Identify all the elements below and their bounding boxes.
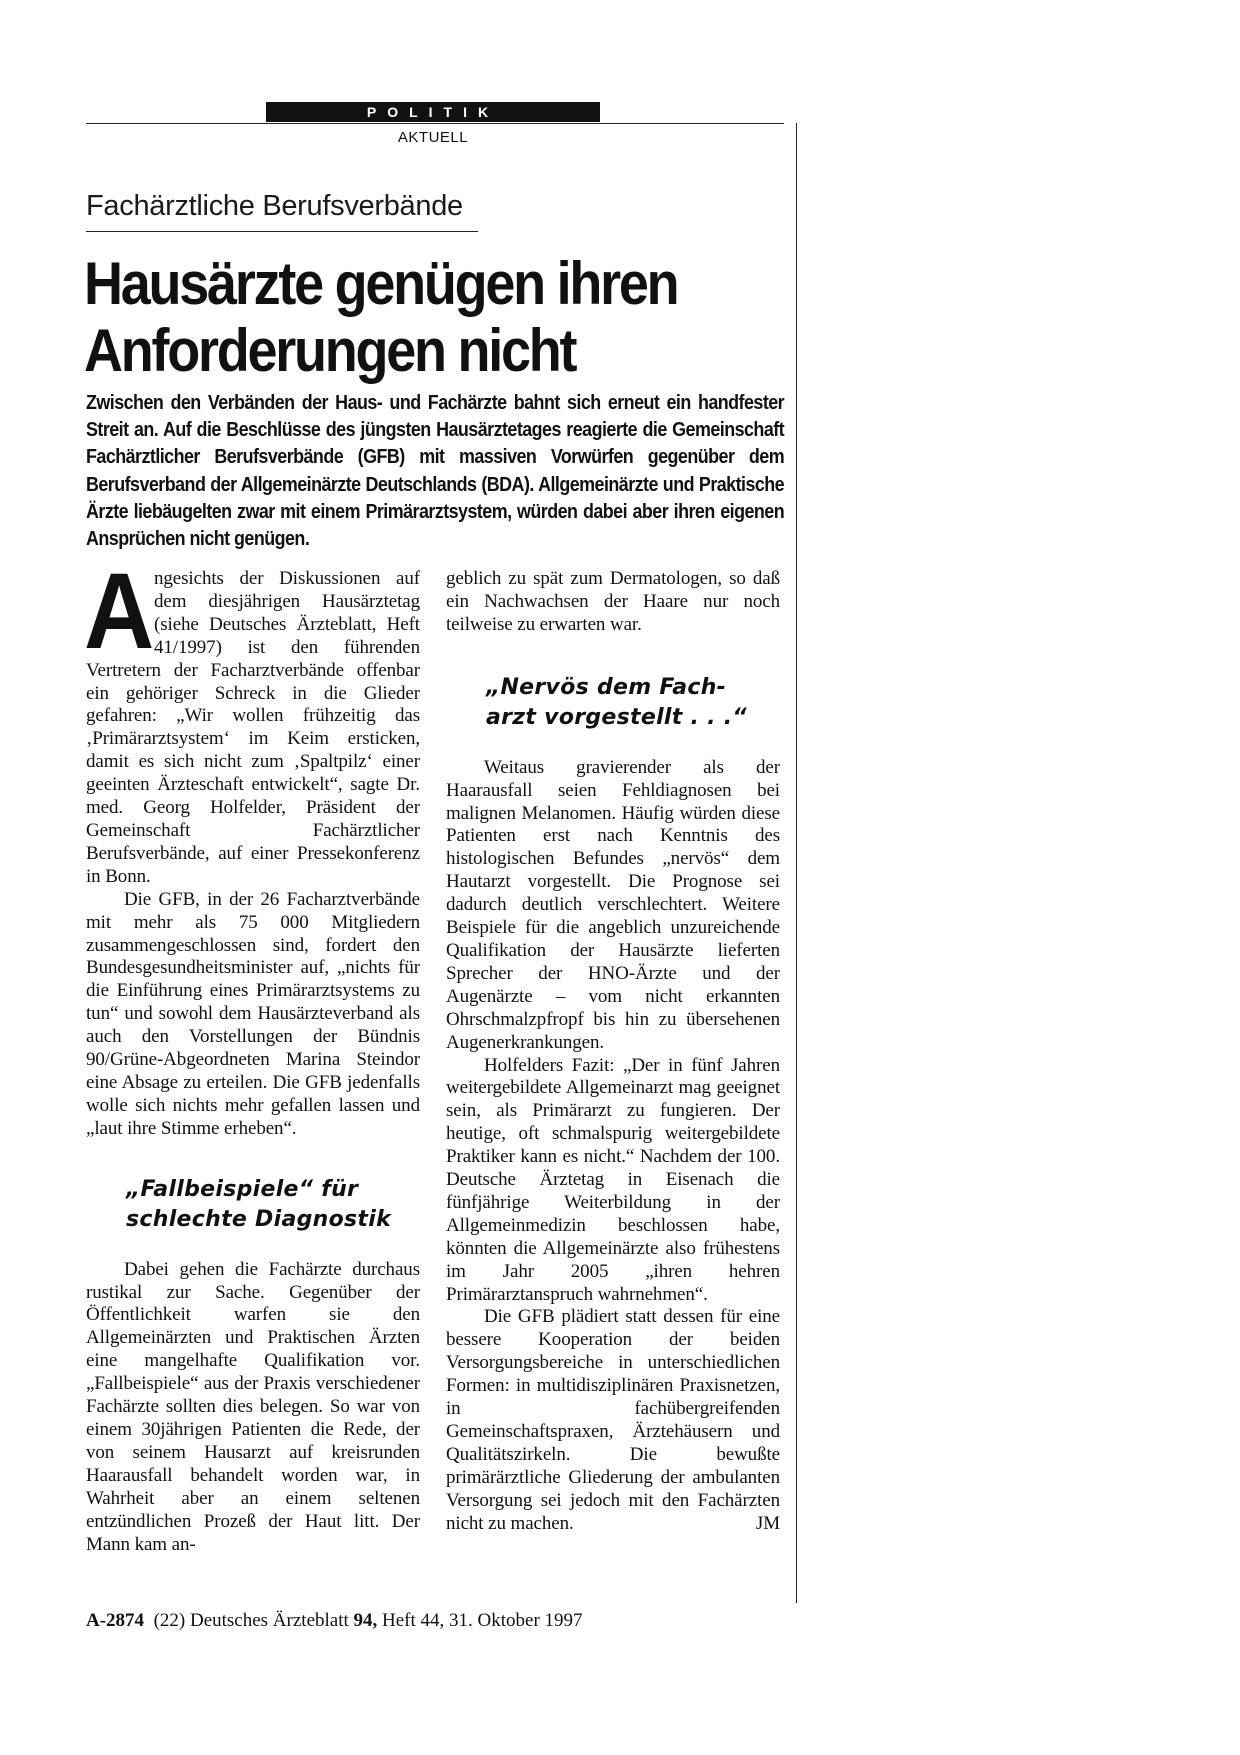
body-paragraph: geblich zu spät zum Dermatologen, so daß ein Nachwachsen der Haare nur noch teilweise zu erwarten war. <box>446 568 780 635</box>
drop-cap: A <box>84 550 155 671</box>
body-paragraph: Die GFB, in der 26 Facharztverbände mit mehr als 75 000 Mitgliedern zusammengeschlossen sind, fordert den Bundesgesundheitsminister auf, „nichts für die Einführung eines Primärarztsystems zu tun“ und sowohl dem Hausärzteverband als auch den Vorstellungen der Bündnis 90/Grüne-Abgeordneten Marina Steindor eine Absage zu erteilen. Die GFB jedenfalls wolle sich nichts mehr gefallen lassen und „laut ihre Stimme erheben“. <box>86 888 420 1139</box>
body-paragraph: Holfelders Fazit: „Der in fünf Jahren weitergebildete Allgemeinarzt mag geeignet sein, als Primärarzt zu fungieren. Der heutige, oft schmalspurig weitergebildete Praktiker kann es nicht.“ Nachdem der 100. Deutsche Ärztetag in Eisenach die fünfjährige Weiterbildung in der Allgemeinmedizin beschlossen habe, könnten die Allgemeinärzte also frühestens im Jahr 2005 „ihren hehren Primärarztanspruch wahrnehmen“. <box>446 1054 780 1305</box>
body-paragraph <box>84 550 420 889</box>
page-code: A-2874 <box>86 1610 145 1631</box>
subheading-line-1: „Fallbeispiele“ für <box>126 1176 359 1202</box>
body-column-left <box>84 550 420 1556</box>
page-number: (22) <box>153 1610 186 1631</box>
journal-name: Deutsches Ärzteblatt <box>189 1610 349 1631</box>
headline-line-2: Anforderungen nicht <box>84 317 576 384</box>
author-signature: JM <box>755 1512 780 1534</box>
subheading <box>86 1175 420 1235</box>
body-paragraph <box>446 1306 780 1535</box>
journal-volume: 94, <box>353 1610 378 1631</box>
body-column-right <box>446 568 780 1536</box>
header-rule <box>86 123 784 124</box>
paragraph-text: ngesichts der Diskussionen auf dem diesjährigen Hausärztetag (siehe Deutsches Ärzteblatt, Heft 41/1997) ist den führenden Vertretern der Facharztverbände offenbar ein gehöriger Schreck in die Glieder gefahren: „Wir wollen frühzeitig das ‚Primärarztsystem‘ im Keim ersticken, damit es sich nicht zum ‚Spaltpilz‘ einer geeinten Ärzteschaft entwickelt“, sagte Dr. med. Georg Holfelder, Präsident der Gemeinschaft Fachärztlicher Berufsverbände, auf einer Pressekonferenz in Bonn. <box>86 568 420 887</box>
article-lead: Zwischen den Verbänden der Haus- und Fachärzte bahnt sich erneut ein handfester Streit an. Auf die Beschlüsse des jüngsten Hausärztetages reagierte die Gemeinschaft Fachärztlicher Berufsverbände (GFB) mit massiven Vorwürfen gegenüber dem Berufsverband der Allgemeinärzte Deutschlands (BDA). Allgemeinärzte und Praktische Ärzte liebäugelten zwar mit einem Primärarztsystem, würden dabei aber ihren eigenen Ansprüchen nicht genügen. <box>86 392 785 551</box>
headline-line-1: Hausärzte genügen ihren <box>84 250 678 317</box>
kicker-rule <box>86 231 478 232</box>
section-label: POLITIK <box>266 102 600 122</box>
page-footer <box>86 1610 583 1632</box>
article-headline <box>84 250 732 384</box>
column-rule <box>796 123 797 1603</box>
subheading <box>446 673 780 733</box>
subheading-line-2: schlechte Diagnostik <box>126 1206 392 1232</box>
paragraph-text: Die GFB plädiert statt dessen für eine bessere Kooperation der beiden Versorgungsbereiche in unterschiedlichen Formen: in multidisziplinären Praxisnetzen, in fachübergreifenden Gemeinschaftspraxen, Ärztehäusern und Qualitätszirkeln. Die bewußte primärärztliche Gliederung der ambulanten Versorgung sei jedoch mit den Fachärzten nicht zu machen. <box>446 1306 780 1534</box>
article-kicker: Fachärztliche Berufsverbände <box>86 190 463 222</box>
body-paragraph: Weitaus gravierender als der Haarausfall seien Fehldiagnosen bei malignen Melanomen. Häufig würden diese Patienten erst nach Kenntnis des histologischen Befundes „nervös“ dem Hautarzt vorgestellt. Die Prognose sei dadurch deutlich verschlechtert. Weitere Beispiele für die angeblich unzureichende Qualifikation der Hausärzte lieferten Sprecher der HNO-Ärzte und der Augenärzte – vom nicht erkannten Ohrschmalzpfropf bis hin zu übersehenen Augenerkrankungen. <box>446 756 780 1053</box>
subheading-line-2: arzt vorgestellt . . .“ <box>486 704 747 730</box>
subheading-line-1: „Nervös dem Fach- <box>486 674 727 700</box>
journal-issue: Heft 44, 31. Oktober 1997 <box>382 1610 583 1631</box>
subsection-label: AKTUELL <box>397 129 469 146</box>
body-paragraph: Dabei gehen die Fachärzte durchaus rustikal zur Sache. Gegenüber der Öffentlichkeit warfen sie den Allgemeinärzten und Praktischen Ärzten eine mangelhafte Qualifikation vor. „Fallbeispiele“ aus der Praxis verschiedener Fachärzte sollten dies belegen. So war von einem 30jährigen Patienten die Rede, der von seinem Hausarzt auf kreisrunden Haarausfall behandelt worden war, in Wahrheit aber an einem seltenen entzündlichen Prozeß der Haut litt. Der Mann kam an- <box>86 1258 420 1555</box>
